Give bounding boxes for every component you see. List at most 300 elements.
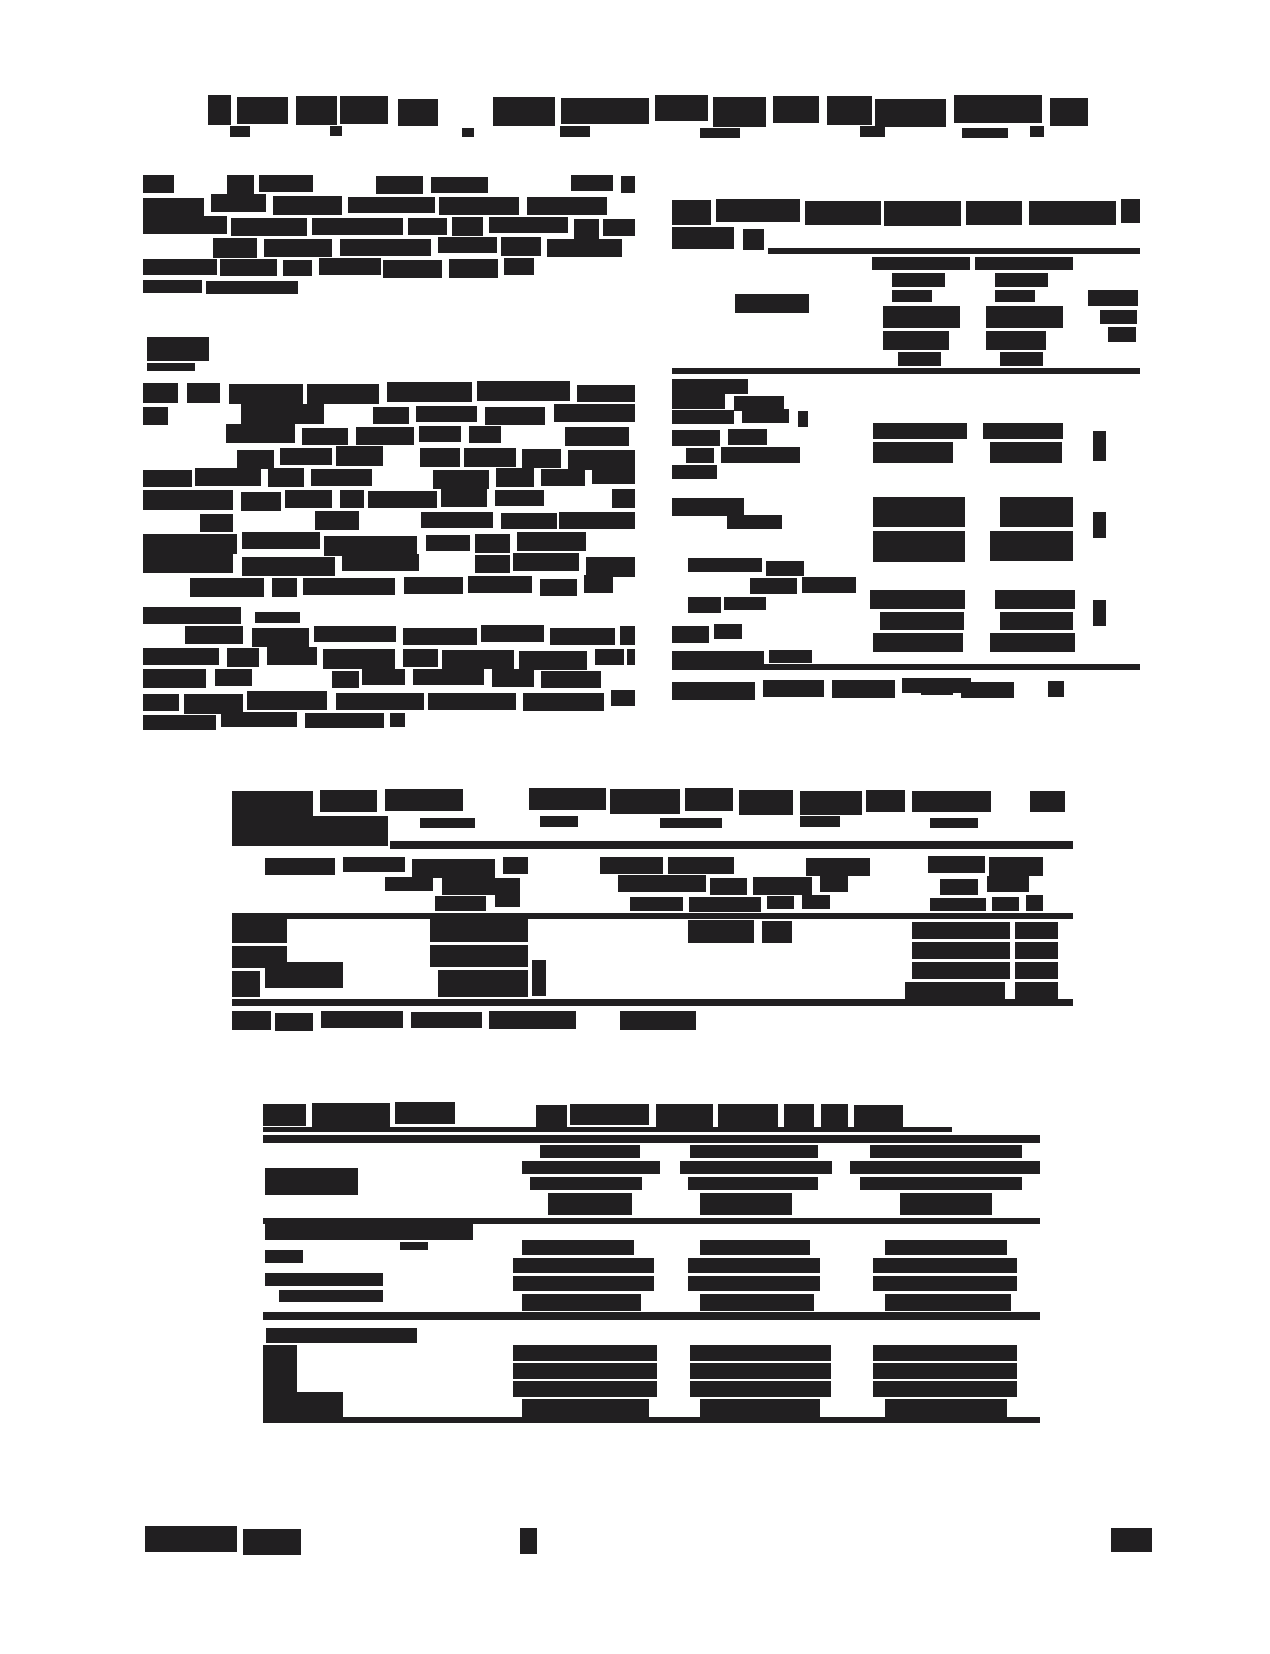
left-paragraph-2 bbox=[554, 404, 635, 422]
left-paragraph-2 bbox=[324, 536, 417, 556]
table2-footnote bbox=[232, 1011, 271, 1030]
table3-data bbox=[690, 1345, 831, 1361]
left-paragraph-3 bbox=[221, 712, 297, 727]
table2-footnote bbox=[620, 1011, 696, 1030]
table1-row-labels bbox=[742, 409, 789, 423]
left-paragraph-1 bbox=[340, 239, 431, 256]
table2-col-headers bbox=[503, 857, 528, 874]
left-paragraph-2 bbox=[501, 513, 557, 529]
table1-row-labels bbox=[721, 447, 800, 463]
table1-row-labels bbox=[672, 498, 744, 516]
table3-col-headers bbox=[540, 1145, 640, 1158]
table2-col-headers bbox=[989, 857, 1043, 876]
table2-mid-label bbox=[762, 921, 792, 943]
left-paragraph-3 bbox=[323, 649, 395, 669]
left-paragraph-3 bbox=[595, 649, 624, 665]
left-paragraph-3 bbox=[620, 626, 635, 645]
left-paragraph-2 bbox=[143, 407, 168, 425]
table1-row-labels bbox=[714, 624, 742, 639]
left-paragraph-2 bbox=[268, 468, 304, 487]
table1-caption bbox=[1121, 199, 1140, 223]
table3-data bbox=[688, 1258, 820, 1273]
table2-col-headers bbox=[928, 856, 985, 873]
left-paragraph-2 bbox=[307, 384, 379, 404]
table2-col-headers bbox=[710, 878, 747, 895]
table2-caption-2 bbox=[420, 818, 475, 828]
left-paragraph-1 bbox=[220, 259, 277, 276]
table2-footnote bbox=[411, 1012, 482, 1028]
table2-data bbox=[438, 970, 528, 997]
left-paragraph-1 bbox=[264, 239, 332, 257]
table2-col-headers bbox=[442, 878, 520, 895]
left-paragraph-2 bbox=[190, 578, 264, 597]
table2-col-headers bbox=[987, 876, 1029, 892]
left-paragraph-1 bbox=[273, 196, 342, 215]
table1-caption bbox=[884, 201, 961, 226]
left-paragraph-2 bbox=[272, 578, 297, 597]
table1-col-headers bbox=[1108, 327, 1136, 342]
left-paragraph-2 bbox=[356, 427, 414, 445]
section-heading-1 bbox=[147, 363, 195, 371]
left-paragraph-1 bbox=[376, 176, 423, 194]
left-paragraph-1 bbox=[143, 280, 202, 293]
table1-data bbox=[990, 442, 1062, 463]
section-heading-1 bbox=[147, 337, 209, 361]
left-paragraph-3 bbox=[215, 669, 252, 686]
table3-caption-rules bbox=[263, 1127, 952, 1132]
running-title bbox=[827, 96, 872, 125]
left-paragraph-2 bbox=[433, 470, 489, 489]
running-title bbox=[1050, 98, 1088, 126]
left-paragraph-3 bbox=[523, 693, 604, 711]
table1-col-headers bbox=[995, 273, 1048, 287]
running-title bbox=[237, 97, 288, 124]
table2-col-headers bbox=[600, 857, 663, 874]
left-paragraph-3 bbox=[390, 713, 405, 727]
left-paragraph-2 bbox=[495, 490, 544, 506]
table1-footnotes bbox=[832, 680, 895, 698]
left-paragraph-2 bbox=[559, 512, 635, 529]
left-paragraph-2 bbox=[200, 514, 233, 532]
section-heading-2 bbox=[255, 612, 300, 623]
table1-data bbox=[1093, 431, 1106, 461]
table1-data bbox=[1000, 612, 1073, 630]
table1-col-headers bbox=[975, 257, 1073, 270]
table3-col-headers bbox=[850, 1161, 1040, 1174]
left-paragraph-1 bbox=[489, 217, 568, 233]
left-paragraph-3 bbox=[541, 671, 601, 688]
left-paragraph-2 bbox=[226, 424, 295, 443]
footer-citation bbox=[145, 1526, 237, 1552]
left-paragraph-1 bbox=[449, 259, 498, 278]
table2-col-headers bbox=[689, 897, 761, 912]
table2-data bbox=[1015, 922, 1058, 939]
table3-data bbox=[700, 1399, 820, 1417]
table1-row-labels bbox=[728, 429, 767, 445]
running-title-descenders bbox=[230, 126, 250, 137]
left-paragraph-2 bbox=[475, 534, 510, 553]
table1-row-labels bbox=[672, 410, 734, 424]
table1-caption bbox=[672, 200, 711, 225]
table3-caption-rules bbox=[263, 1135, 1040, 1143]
table2-data bbox=[1015, 982, 1058, 999]
left-paragraph-2 bbox=[420, 448, 460, 467]
table2-caption bbox=[739, 790, 793, 815]
table3-caption bbox=[718, 1104, 778, 1129]
table2-caption-rule bbox=[390, 841, 1073, 849]
table1-col-headers bbox=[1000, 352, 1043, 366]
table1-stub-label bbox=[735, 294, 809, 313]
table3-data bbox=[873, 1276, 1017, 1291]
table3-data bbox=[690, 1363, 831, 1379]
footer-citation bbox=[520, 1528, 537, 1554]
left-paragraph-2 bbox=[568, 450, 635, 470]
left-paragraph-2 bbox=[340, 490, 364, 508]
table3-col-headers bbox=[530, 1177, 642, 1190]
left-paragraph-1 bbox=[571, 175, 613, 191]
table2-col-headers bbox=[495, 894, 520, 907]
table3-data bbox=[522, 1294, 641, 1311]
running-title-descenders bbox=[560, 126, 590, 137]
table3-col-headers bbox=[522, 1161, 660, 1174]
left-paragraph-1 bbox=[504, 258, 534, 275]
table1-rule-top bbox=[672, 368, 1140, 374]
table2-col-headers bbox=[802, 895, 830, 909]
running-title-descenders bbox=[700, 128, 740, 138]
table1-footnotes bbox=[921, 682, 953, 695]
running-title bbox=[773, 96, 819, 123]
table3-col-headers bbox=[690, 1145, 818, 1158]
left-paragraph-2 bbox=[485, 407, 545, 425]
table3-row-labels bbox=[279, 1290, 383, 1302]
table2-col-headers bbox=[412, 859, 495, 878]
table3-caption bbox=[395, 1102, 455, 1124]
table1-data bbox=[873, 531, 965, 562]
table2-caption bbox=[610, 789, 680, 814]
table2-caption-2 bbox=[232, 816, 388, 846]
running-title bbox=[398, 99, 438, 126]
table2-caption bbox=[320, 790, 377, 812]
left-paragraph-2 bbox=[541, 469, 585, 486]
running-title-descenders bbox=[462, 128, 474, 137]
table1-caption bbox=[716, 199, 800, 222]
left-paragraph-3 bbox=[519, 651, 587, 670]
left-paragraph-2 bbox=[315, 511, 359, 530]
table1-data bbox=[990, 531, 1073, 561]
table3-row-labels bbox=[297, 1392, 343, 1418]
left-paragraph-2 bbox=[237, 450, 274, 469]
table1-col-headers bbox=[872, 257, 970, 270]
left-paragraph-1 bbox=[431, 177, 488, 193]
footer-page-number bbox=[1111, 1528, 1152, 1552]
table3-caption bbox=[821, 1104, 848, 1127]
table3-data bbox=[522, 1240, 634, 1255]
table3-caption bbox=[784, 1104, 814, 1127]
table1-footnotes bbox=[1048, 681, 1064, 697]
left-paragraph-3 bbox=[442, 650, 514, 669]
table2-rule-top bbox=[232, 913, 1073, 919]
table2-data bbox=[1015, 962, 1058, 979]
table3-data bbox=[513, 1381, 657, 1397]
left-paragraph-1 bbox=[213, 238, 257, 258]
running-title bbox=[296, 96, 337, 125]
left-paragraph-1 bbox=[143, 175, 174, 193]
table2-col-headers bbox=[618, 875, 706, 892]
table2-caption bbox=[866, 790, 905, 812]
table2-caption bbox=[1030, 791, 1065, 812]
left-paragraph-3 bbox=[227, 648, 259, 667]
table3-caption bbox=[656, 1104, 713, 1128]
left-paragraph-2 bbox=[404, 577, 463, 594]
table3-data bbox=[700, 1240, 810, 1255]
table1-col-headers bbox=[995, 290, 1035, 302]
table2-col-headers bbox=[820, 876, 848, 892]
table2-col-headers bbox=[630, 897, 683, 911]
table1-caption bbox=[966, 201, 1022, 225]
table2-col-headers bbox=[343, 857, 405, 872]
table2-col-headers bbox=[992, 897, 1019, 911]
table1-caption bbox=[743, 229, 764, 250]
table3-data bbox=[873, 1258, 1017, 1273]
left-paragraph-2 bbox=[475, 555, 510, 573]
table3-row-labels bbox=[400, 1242, 428, 1250]
table1-row-labels bbox=[672, 379, 748, 394]
table1-row-labels bbox=[688, 558, 762, 572]
left-paragraph-3 bbox=[627, 649, 635, 665]
left-paragraph-1 bbox=[143, 198, 204, 217]
table3-data bbox=[885, 1240, 1007, 1255]
left-paragraph-1 bbox=[501, 237, 541, 256]
left-paragraph-2 bbox=[242, 557, 335, 576]
table2-caption-2 bbox=[800, 816, 840, 827]
left-paragraph-1 bbox=[603, 219, 635, 236]
left-paragraph-3 bbox=[403, 649, 438, 667]
running-title-descenders bbox=[860, 126, 885, 137]
table1-caption bbox=[1029, 201, 1116, 225]
table3-data bbox=[513, 1345, 657, 1361]
left-paragraph-2 bbox=[468, 576, 532, 593]
table2-mid-label bbox=[688, 920, 754, 943]
left-paragraph-1 bbox=[527, 197, 607, 215]
table1-col-headers bbox=[1100, 310, 1137, 324]
running-title-descenders bbox=[330, 126, 342, 136]
left-paragraph-2 bbox=[496, 468, 534, 487]
left-paragraph-2 bbox=[612, 489, 635, 508]
table2-data bbox=[532, 960, 546, 996]
left-paragraph-1 bbox=[621, 176, 635, 193]
left-paragraph-1 bbox=[283, 260, 312, 276]
left-paragraph-1 bbox=[348, 197, 435, 213]
table1-data bbox=[873, 442, 953, 463]
left-paragraph-3 bbox=[403, 628, 477, 645]
table2-caption bbox=[800, 791, 862, 815]
left-paragraph-1 bbox=[574, 219, 599, 239]
table2-row-labels bbox=[232, 919, 287, 943]
left-paragraph-1 bbox=[452, 217, 483, 236]
table3-data bbox=[513, 1258, 654, 1273]
table2-caption bbox=[912, 791, 991, 812]
left-paragraph-2 bbox=[195, 468, 261, 486]
left-paragraph-2 bbox=[303, 578, 395, 595]
left-paragraph-2 bbox=[586, 557, 635, 577]
left-paragraph-1 bbox=[408, 218, 447, 235]
left-paragraph-1 bbox=[206, 281, 298, 294]
table3-data bbox=[688, 1276, 820, 1291]
left-paragraph-3 bbox=[550, 628, 615, 645]
left-paragraph-3 bbox=[184, 694, 243, 714]
table2-data bbox=[912, 922, 1010, 939]
table1-col-headers bbox=[1088, 290, 1138, 306]
table1-footnotes bbox=[961, 682, 1014, 698]
table1-data bbox=[870, 590, 965, 609]
table3-stub-label bbox=[265, 1168, 358, 1195]
table1-data bbox=[1093, 600, 1106, 626]
left-paragraph-1 bbox=[383, 260, 442, 278]
table1-footnotes bbox=[763, 680, 824, 697]
table2-footnote bbox=[275, 1013, 313, 1031]
left-paragraph-1 bbox=[231, 218, 307, 236]
left-paragraph-1 bbox=[227, 175, 254, 194]
table3-row-labels bbox=[265, 1273, 383, 1286]
table1-data bbox=[995, 590, 1075, 609]
left-paragraph-2 bbox=[143, 470, 192, 487]
left-paragraph-3 bbox=[611, 690, 635, 706]
left-paragraph-3 bbox=[267, 647, 317, 665]
left-paragraph-2 bbox=[336, 446, 383, 466]
left-paragraph-3 bbox=[143, 648, 219, 665]
running-title bbox=[713, 97, 766, 127]
running-title bbox=[340, 96, 388, 124]
table3-caption bbox=[312, 1103, 390, 1127]
table3-data bbox=[700, 1294, 814, 1311]
table1-row-labels bbox=[766, 561, 804, 576]
table2-caption-2 bbox=[540, 816, 578, 827]
left-paragraph-3 bbox=[305, 713, 384, 728]
table3-col-headers bbox=[680, 1161, 832, 1174]
left-paragraph-2 bbox=[285, 490, 332, 508]
table1-col-headers bbox=[892, 273, 945, 287]
table1-data bbox=[873, 633, 963, 652]
left-paragraph-2 bbox=[143, 383, 178, 403]
table3-data bbox=[873, 1345, 1017, 1361]
table1-row-labels bbox=[672, 626, 709, 643]
table3-band-rule bbox=[263, 1312, 1040, 1320]
table2-col-headers bbox=[668, 857, 734, 874]
table3-caption bbox=[536, 1105, 567, 1129]
table3-data bbox=[873, 1363, 1017, 1379]
table1-col-headers bbox=[883, 306, 960, 328]
left-paragraph-2 bbox=[441, 489, 487, 507]
table3-col-headers bbox=[860, 1177, 1022, 1190]
left-paragraph-3 bbox=[247, 691, 327, 710]
left-paragraph-2 bbox=[419, 426, 461, 442]
table2-caption bbox=[232, 791, 313, 816]
left-paragraph-2 bbox=[522, 449, 561, 468]
table1-caption bbox=[672, 227, 734, 249]
table1-col-headers bbox=[986, 306, 1063, 328]
left-paragraph-3 bbox=[481, 625, 544, 642]
table3-col-headers bbox=[870, 1145, 1022, 1158]
left-paragraph-2 bbox=[187, 383, 220, 403]
table2-row-labels bbox=[232, 971, 260, 997]
left-paragraph-3 bbox=[143, 715, 216, 730]
table3-row-labels bbox=[265, 1224, 473, 1240]
table1-rule-bottom bbox=[672, 664, 1140, 670]
left-paragraph-2 bbox=[592, 468, 635, 484]
left-paragraph-2 bbox=[373, 407, 409, 424]
left-paragraph-1 bbox=[439, 197, 519, 215]
left-paragraph-1 bbox=[312, 218, 403, 235]
left-paragraph-2 bbox=[416, 406, 477, 422]
table1-data bbox=[1093, 512, 1106, 538]
table3-caption bbox=[854, 1105, 903, 1129]
table1-row-labels bbox=[672, 465, 717, 479]
table2-caption bbox=[685, 788, 733, 811]
table1-data bbox=[880, 612, 964, 630]
left-paragraph-3 bbox=[428, 693, 516, 710]
left-paragraph-1 bbox=[547, 239, 622, 257]
running-title bbox=[493, 97, 555, 126]
table2-row-labels bbox=[265, 962, 343, 988]
table1-row-labels bbox=[686, 448, 714, 463]
table2-col-headers bbox=[1026, 895, 1043, 911]
table1-row-labels bbox=[802, 577, 856, 593]
table2-caption bbox=[385, 789, 463, 811]
running-title bbox=[655, 95, 708, 121]
table1-data bbox=[873, 497, 965, 527]
left-paragraph-1 bbox=[143, 259, 217, 275]
left-paragraph-3 bbox=[143, 669, 206, 688]
left-paragraph-3 bbox=[413, 669, 484, 685]
left-paragraph-2 bbox=[387, 382, 472, 402]
table2-caption bbox=[529, 788, 606, 810]
table2-data bbox=[430, 945, 528, 967]
table3-rule-bottom bbox=[263, 1417, 1040, 1423]
table1-caption-rule bbox=[768, 248, 1140, 254]
table2-col-headers bbox=[806, 858, 870, 876]
table1-col-headers bbox=[898, 352, 941, 366]
left-paragraph-2 bbox=[426, 535, 470, 551]
left-paragraph-2 bbox=[311, 469, 372, 486]
left-paragraph-2 bbox=[342, 554, 419, 571]
left-paragraph-3 bbox=[332, 671, 359, 688]
table3-data bbox=[513, 1276, 654, 1291]
left-paragraph-3 bbox=[362, 669, 405, 685]
table3-caption bbox=[570, 1104, 649, 1125]
table1-col-headers bbox=[892, 290, 932, 302]
left-paragraph-2 bbox=[229, 384, 303, 404]
table3-data bbox=[522, 1399, 649, 1417]
left-paragraph-2 bbox=[464, 448, 516, 467]
running-title bbox=[561, 98, 649, 124]
table1-data bbox=[1000, 497, 1073, 527]
left-paragraph-2 bbox=[143, 490, 233, 510]
table1-col-headers bbox=[883, 331, 949, 350]
table3-data bbox=[885, 1294, 1011, 1311]
table2-col-headers bbox=[753, 877, 812, 895]
left-paragraph-2 bbox=[577, 385, 635, 402]
left-paragraph-2 bbox=[143, 554, 233, 573]
running-title-descenders bbox=[962, 128, 1008, 138]
table1-data bbox=[990, 633, 1075, 652]
left-paragraph-2 bbox=[241, 404, 324, 424]
table3-data bbox=[513, 1363, 657, 1379]
running-title bbox=[208, 95, 231, 125]
table2-data bbox=[1015, 942, 1058, 959]
table3-row-labels bbox=[265, 1250, 303, 1263]
table2-caption-2 bbox=[930, 818, 978, 828]
left-paragraph-2 bbox=[241, 492, 281, 511]
